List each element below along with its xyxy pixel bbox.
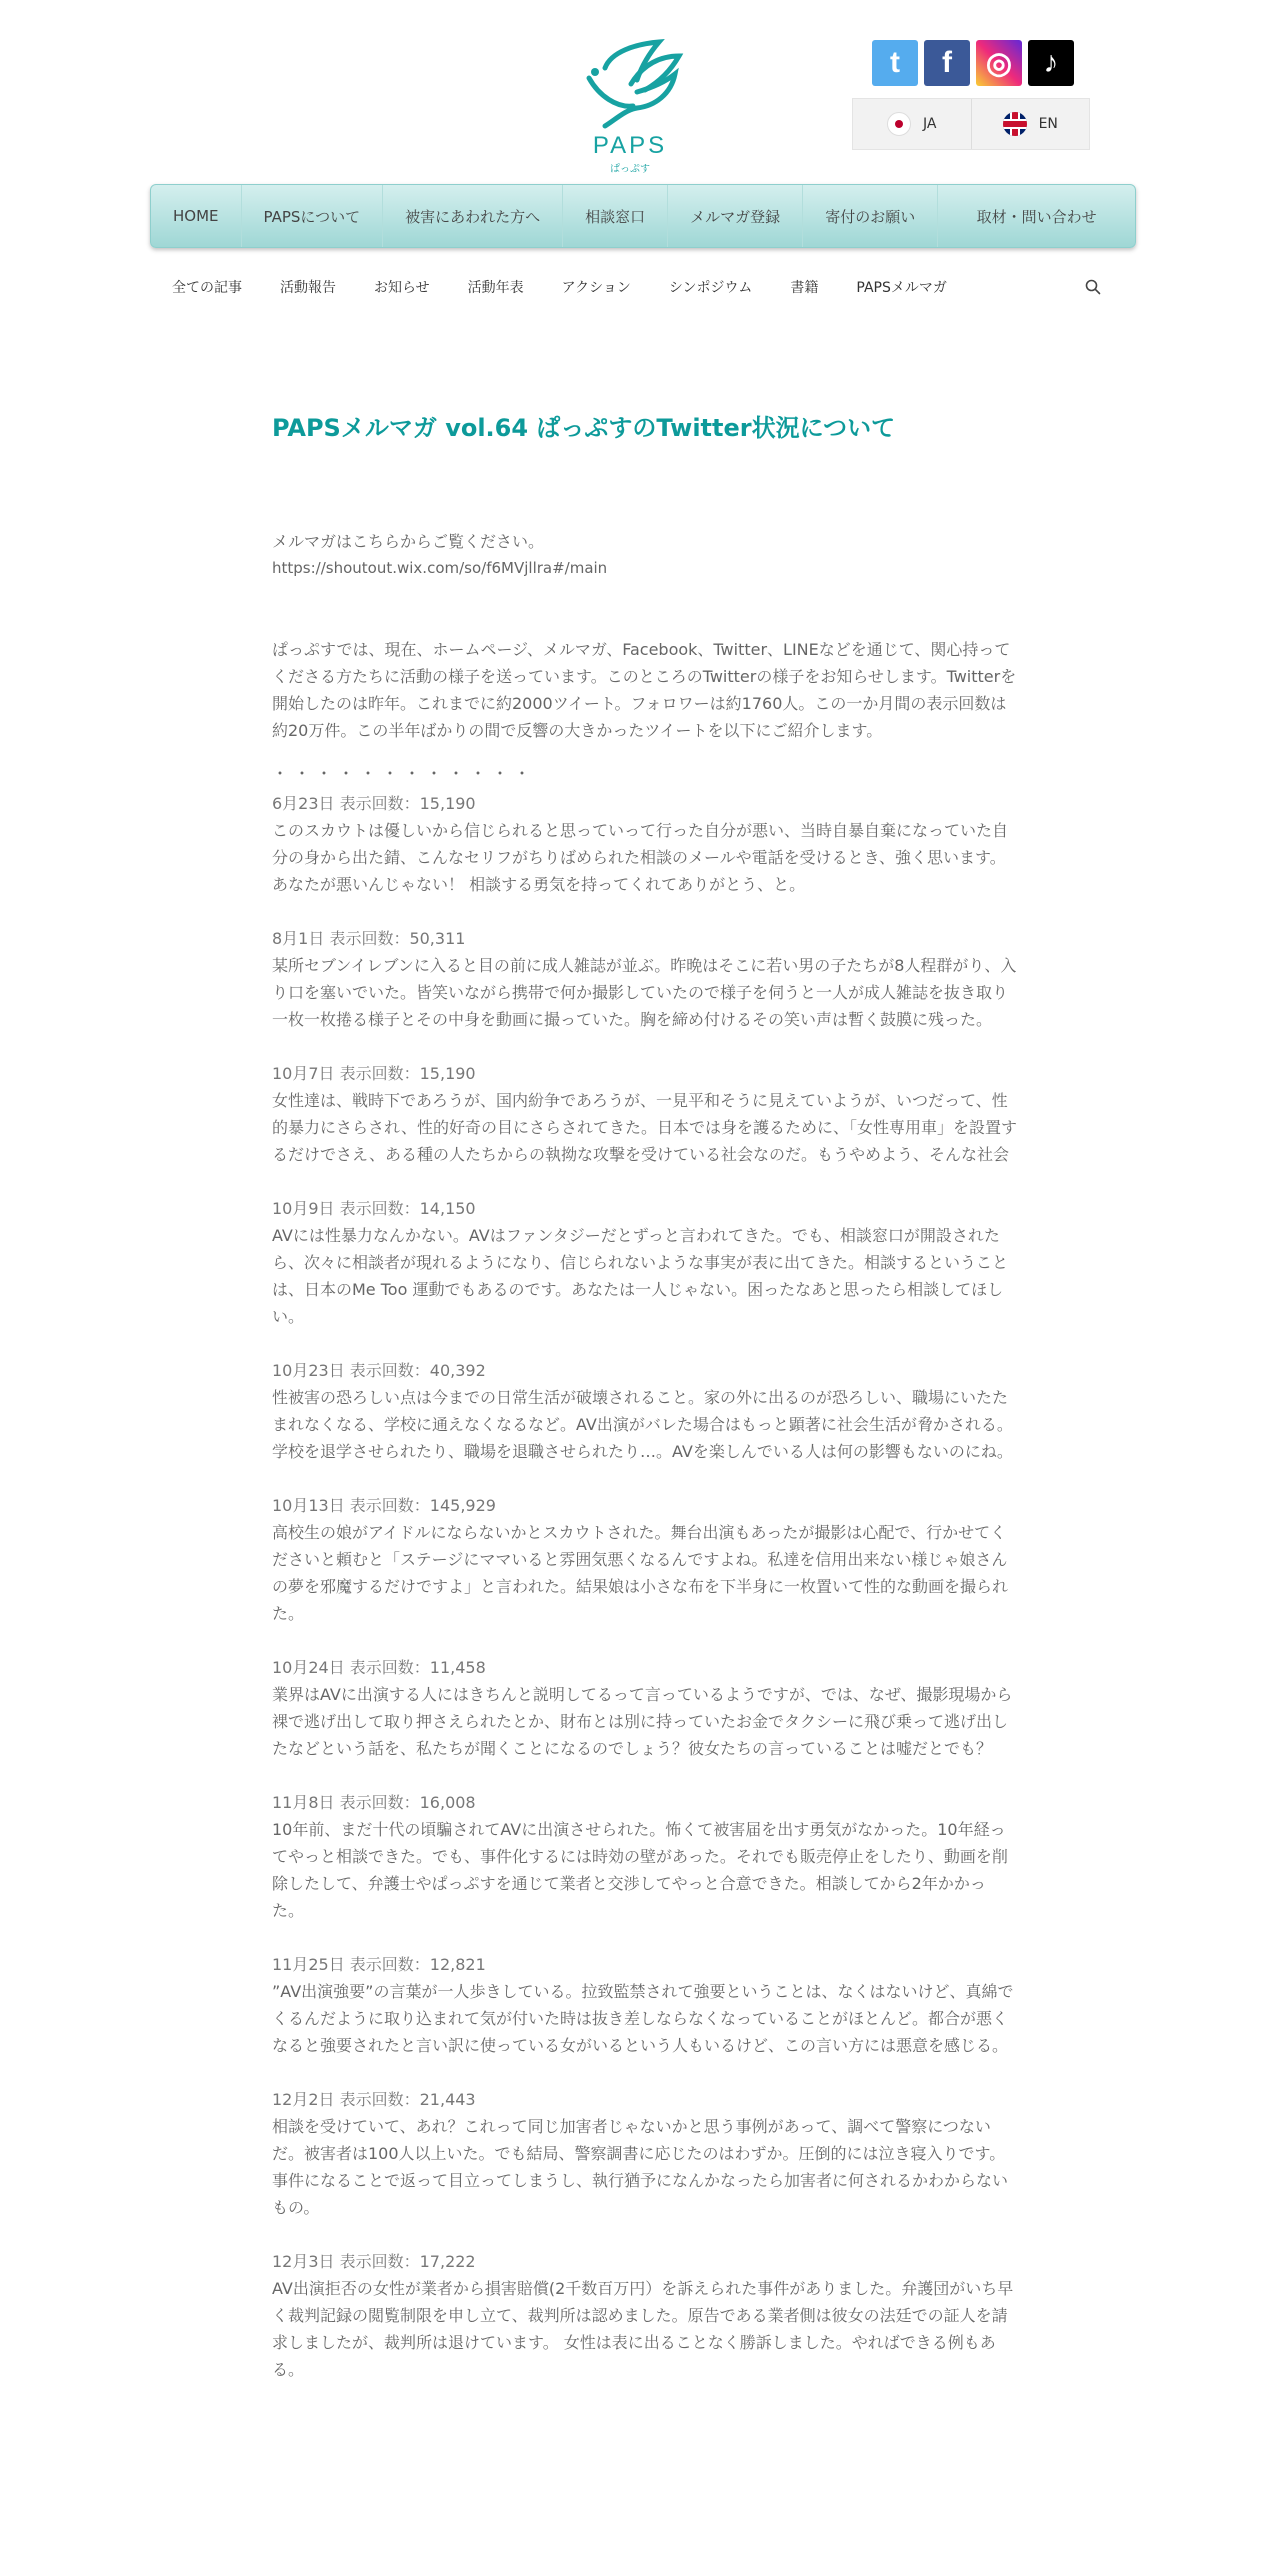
tweet-text: 相談を受けていて、あれ？これって同じ加害者じゃないかと思う事例があって、調べて警察につないだ。被害者は100人以上いた。でも結局、警察調書に応じたのはわずか。圧倒的には泣き寝入りです。事件になることで返って目立ってしまうし、執行猶予になんかなったら加害者に何されるかわからないもの。: [272, 2117, 1009, 2217]
japan-flag-icon: [887, 112, 911, 136]
language-label-ja: JA: [923, 116, 937, 132]
newsletter-link[interactable]: https://shoutout.wix.com/so/f6MVjllra#/main: [272, 559, 608, 577]
separator-dots: ・・・・・・・・・・・・: [272, 764, 537, 783]
search-icon[interactable]: [1084, 278, 1102, 296]
category-books[interactable]: 書籍: [790, 280, 819, 296]
tweet-date: 11月25日 表示回数：12,821: [272, 1955, 486, 1974]
nav-victims[interactable]: 被害にあわれた方へ: [383, 185, 563, 247]
tweet-entry: [272, 790, 1017, 898]
tweet-text: 性被害の恐ろしい点は今までの日常生活が破壊されること。家の外に出るのが恐ろしい、職場にいたたまれなくなる、学校に通えなくなるなど。AV出演がバレた場合はもっと顕著に社会生活が脅かされる。学校を退学させられたり、職場を退職させられたり…。AVを楽しんでいる人は何の影響もないのにね。: [272, 1388, 1013, 1461]
dove-logo-icon: [575, 38, 685, 133]
tweet-entry: [272, 1951, 1017, 2059]
article-intro: [272, 528, 1017, 580]
instagram-icon[interactable]: ◎: [976, 40, 1022, 86]
nav-contact[interactable]: 取材・問い合わせ: [976, 207, 1097, 226]
article: [272, 410, 1017, 2383]
tweet-text: AVには性暴力なんかない。AVはファンタジーだとずっと言われてきた。でも、相談窓口が開設されたら、次々に相談者が現れるようになり、信じられないような事実が表に出てきた。相談するということは、日本のMe Too 運動でもあるのです。あなたは一人じゃない。困ったなあと思ったら相談してほしい。: [272, 1226, 1009, 1326]
language-switcher: [852, 98, 1090, 150]
intro-text: メルマガはこちらからご覧ください。: [272, 532, 545, 551]
social-bar: [872, 40, 1074, 86]
category-nav: [172, 272, 1112, 302]
uk-flag-icon: [1003, 112, 1027, 136]
logo-subtext: ぱっぷす: [610, 164, 650, 175]
tweet-text: 女性達は、戦時下であろうが、国内紛争であろうが、一見平和そうに見えていようが、いつだって、性的暴力にさらされ、性的好奇の目にさらされてきた。日本では身を護るために、「女性専用車」を設置するだけでさえ、ある種の人たちからの執拗な攻撃を受けている社会なのだ。もうやめよう、そんな社会: [272, 1091, 1017, 1164]
facebook-icon[interactable]: f: [924, 40, 970, 86]
paps-logo[interactable]: [575, 38, 685, 173]
nav-consultation[interactable]: 相談窓口: [563, 185, 668, 247]
language-label-en: EN: [1038, 116, 1058, 132]
tweet-date: 12月3日 表示回数：17,222: [272, 2252, 476, 2271]
language-option-ja[interactable]: [853, 99, 971, 149]
nav-home[interactable]: HOME: [151, 185, 242, 247]
nav-donation[interactable]: 寄付のお願い: [803, 185, 938, 247]
tweet-date: 10月7日 表示回数：15,190: [272, 1064, 476, 1083]
tweet-entry: [272, 2086, 1017, 2221]
tweet-entry: [272, 1654, 1017, 1762]
tweet-text: 某所セブンイレブンに入ると目の前に成人雑誌が並ぶ。昨晩はそこに若い男の子たちが8人程群がり、入り口を塞いでいた。皆笑いながら携帯で何か撮影していたので様子を伺うと一人が成人雑誌を抜き取り一枚一枚捲る様子とその中身を動画に撮っていた。胸を締め付けるその笑い声は暫く鼓膜に残った。: [272, 956, 1017, 1029]
logo-text: PAPS: [592, 132, 668, 159]
tweet-date: 10月24日 表示回数：11,458: [272, 1658, 486, 1677]
category-symposium[interactable]: シンポジウム: [668, 280, 753, 296]
tweet-date: 12月2日 表示回数：21,443: [272, 2090, 476, 2109]
nav-about[interactable]: PAPSについて: [242, 185, 384, 247]
tweet-date: 8月1日 表示回数：50,311: [272, 929, 466, 948]
tweet-text: 高校生の娘がアイドルにならないかとスカウトされた。舞台出演もあったが撮影は心配で、行かせてくださいと頼むと「ステージにママいると雰囲気悪くなるんですよね。私達を信用出来ない様じゃ娘さんの夢を邪魔するだけですよ」と言われた。結果娘は小さな布を下半身に一枚置いて性的な動画を撮られた。: [272, 1523, 1009, 1623]
tweet-entry: [272, 1195, 1017, 1330]
language-option-en[interactable]: [971, 99, 1090, 149]
tweet-text: 10年前、まだ十代の頃騙されてAVに出演させられた。怖くて被害届を出す勇気がなかった。10年経ってやっと相談できた。でも、事件化するには時効の壁があった。それでも販売停止をしたり、動画を削除したして、弁護士やぱっぷすを通じて業者と交渉してやっと合意できた。相談してから2年かかった。: [272, 1820, 1008, 1920]
category-newsletter[interactable]: PAPSメルマガ: [856, 280, 947, 296]
tweet-entry: [272, 1492, 1017, 1627]
category-actions[interactable]: アクション: [561, 280, 631, 296]
tweet-entry: [272, 2248, 1017, 2383]
tweet-date: 6月23日 表示回数：15,190: [272, 794, 476, 813]
tweet-text: 業界はAVに出演する人にはきちんと説明してるって言っているようですが、では、なぜ、撮影現場から裸で逃げ出して取り押さえられたとか、財布とは別に持っていたお金でタクシーに飛び乗って逃げ出したなどという話を、私たちが聞くことになるのでしょう？彼女たちの言っていることは嘘だとでも？: [272, 1685, 1013, 1758]
tweet-entry: [272, 925, 1017, 1033]
category-all-posts[interactable]: 全ての記事: [172, 280, 242, 296]
tweet-entry: [272, 1789, 1017, 1924]
tweet-date: 10月23日 表示回数：40,392: [272, 1361, 486, 1380]
tiktok-icon[interactable]: ♪: [1028, 40, 1074, 86]
category-news[interactable]: お知らせ: [374, 280, 430, 296]
nav-newsletter-signup[interactable]: メルマガ登録: [668, 185, 803, 247]
article-title: PAPSメルマガ vol.64 ぱっぷすのTwitter状況について: [272, 414, 896, 442]
tweet-entry: [272, 1357, 1017, 1465]
main-nav: [150, 184, 1136, 248]
category-activity-reports[interactable]: 活動報告: [280, 280, 336, 296]
tweet-date: 11月8日 表示回数：16,008: [272, 1793, 476, 1812]
tweet-text: AV出演拒否の女性が業者から損害賠償(2千数百万円）を訴えられた事件がありました。弁護団がいち早く裁判記録の閲覧制限を申し立て、裁判所は認めました。原告である業者側は彼女の法廷での証人を請求しましたが、裁判所は退けています。 女性は表に出ることなく勝訴しました。やればできる例もある。: [272, 2279, 1014, 2379]
tweet-date: 10月13日 表示回数：145,929: [272, 1496, 496, 1515]
tweet-text: このスカウトは優しいから信じられると思っていって行った自分が悪い、当時自暴自棄になっていた自分の身から出た錆、こんなセリフがちりばめられた相談のメールや電話を受けるとき、強く思います。あなたが悪いんじゃない！ 相談する勇気を持ってくれてありがとう、と。: [272, 821, 1009, 894]
article-lead: ぱっぷすでは、現在、ホームページ、メルマガ、Facebook、Twitter、LINEなどを通じて、関心持ってくださる方たちに活動の様子を送っています。このところのTwitterの様子をお知らせします。Twitterを開始したのは昨年。これまでに約2000ツイート。フォロワーは約1760人。この一か月間の表示回数は約20万件。この半年ばかりの間で反響の大きかったツイートを以下にご紹介します。: [272, 640, 1017, 740]
tweet-entry: [272, 1060, 1017, 1168]
category-timeline[interactable]: 活動年表: [467, 280, 524, 296]
twitter-icon[interactable]: t: [872, 40, 918, 86]
tweet-date: 10月9日 表示回数：14,150: [272, 1199, 476, 1218]
tweet-text: ”AV出演強要”の言葉が一人歩きしている。拉致監禁されて強要ということは、なくはないけど、真綿でくるんだように取り込まれて気が付いた時は抜き差しならなくなっていることがほとんど。都合が悪くなると強要されたと言い訳に使っている女がいるという人もいるけど、この言い方には悪意を感じる。: [272, 1982, 1014, 2055]
tweet-list: [272, 790, 1017, 2383]
